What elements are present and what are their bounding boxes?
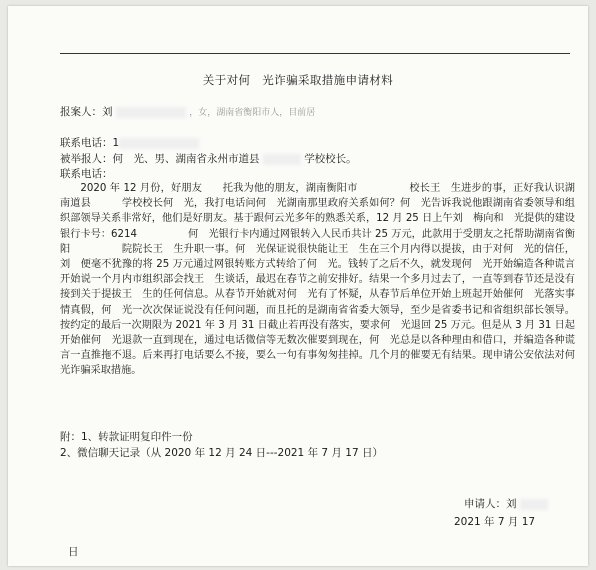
- document-title: 关于对何 光诈骗采取措施申请材料: [202, 73, 394, 87]
- reported-text: 被举报人：何 光、男、湖南省永州市道县: [60, 153, 260, 165]
- contact1-line: [60, 135, 199, 150]
- attachment-2: 2、微信聊天记录（从 2020 年 12 月 24 日---2021 年 7 月 17 日）: [60, 447, 383, 459]
- contact2-label: 联系电话：: [60, 168, 113, 180]
- contact1-value: 1: [112, 137, 120, 149]
- applicant-line: [464, 496, 548, 511]
- reported-tail: 学校校长。: [304, 153, 357, 165]
- contact2-line: [60, 166, 113, 181]
- header-rule: [60, 53, 570, 54]
- redaction-mask: [119, 138, 199, 149]
- reporter-line: [60, 104, 315, 119]
- attachment-1: 附：1、转款证明复印件一份: [60, 431, 193, 443]
- reported-line: [60, 151, 357, 166]
- contact1-label: 联系电话：: [60, 137, 113, 149]
- redaction-mask: [263, 154, 301, 165]
- stray-character: 日: [68, 546, 79, 558]
- applicant-label: 申请人：刘: [464, 498, 517, 510]
- document-page: [8, 6, 588, 566]
- reporter-label: 报案人：刘: [60, 106, 113, 118]
- redaction-mask: [520, 499, 548, 510]
- body-paragraph: 2020 年 12 月份，好朋友 托我为他的朋友，湖南衡阳市 校长王 生进步的事，正好我认识湖南道县 学校校长何 光，我打电话问何 光湖南那里政府关系如何？何 光告诉我说他跟湖南省委领导和组织部领导关系非常好，他们是好朋友。基于跟何云光多年的熟悉关系，12 月 25 日上午刘 梅向和 光提供的建设银行卡号：6214 何 光银行卡内通过网银转入人民币共计 25 万元，此款用于受朋友之托帮助湖南省衡阳 院院长王 生升职一事。何 光保证说很快能让王 生在三个月内得以提拔，由于对何 光的信任，刘 便毫不犹豫的将 25 万元通过网银转账方式转给了何 光。钱转了之后不久，就发现何 光开始编造各种谎言开始说一个月内市组织部会找王 生谈话，最迟在春节之前安排好。结果一个多月过去了，一直等到春节还是没有接到关于提拔王 生的任何信息。从春节开始就对何 光有了怀疑，从春节后单位开始上班起开始催何 光落实事情真假，何 光一次次保证说没有任何问题，而且托的是湖南省省委大领导，至少是省委书记和省组织部长领导。按约定的最后一次期限为 2021 年 3 月 31 日截止若再没有落实，要求何 光退回 25 万元。但是从 3 月 31 日起开始催何 光退款一直到现在，通过电话微信等无数次催要到现在，何 光总是以各种理由和借口，并编造各种谎言一直推拖不退。后来再打电话要么不接，要么一句有事匆匆挂掉。几个月的催要无有结果。现申请公安依法对何 光诈骗采取措施。: [60, 183, 586, 377]
- reporter-tail: ，女，湖南省衡阳市人，目前居: [189, 108, 316, 118]
- redaction-mask: [116, 107, 186, 118]
- signature-date: 2021 年 7 月 17: [454, 516, 536, 528]
